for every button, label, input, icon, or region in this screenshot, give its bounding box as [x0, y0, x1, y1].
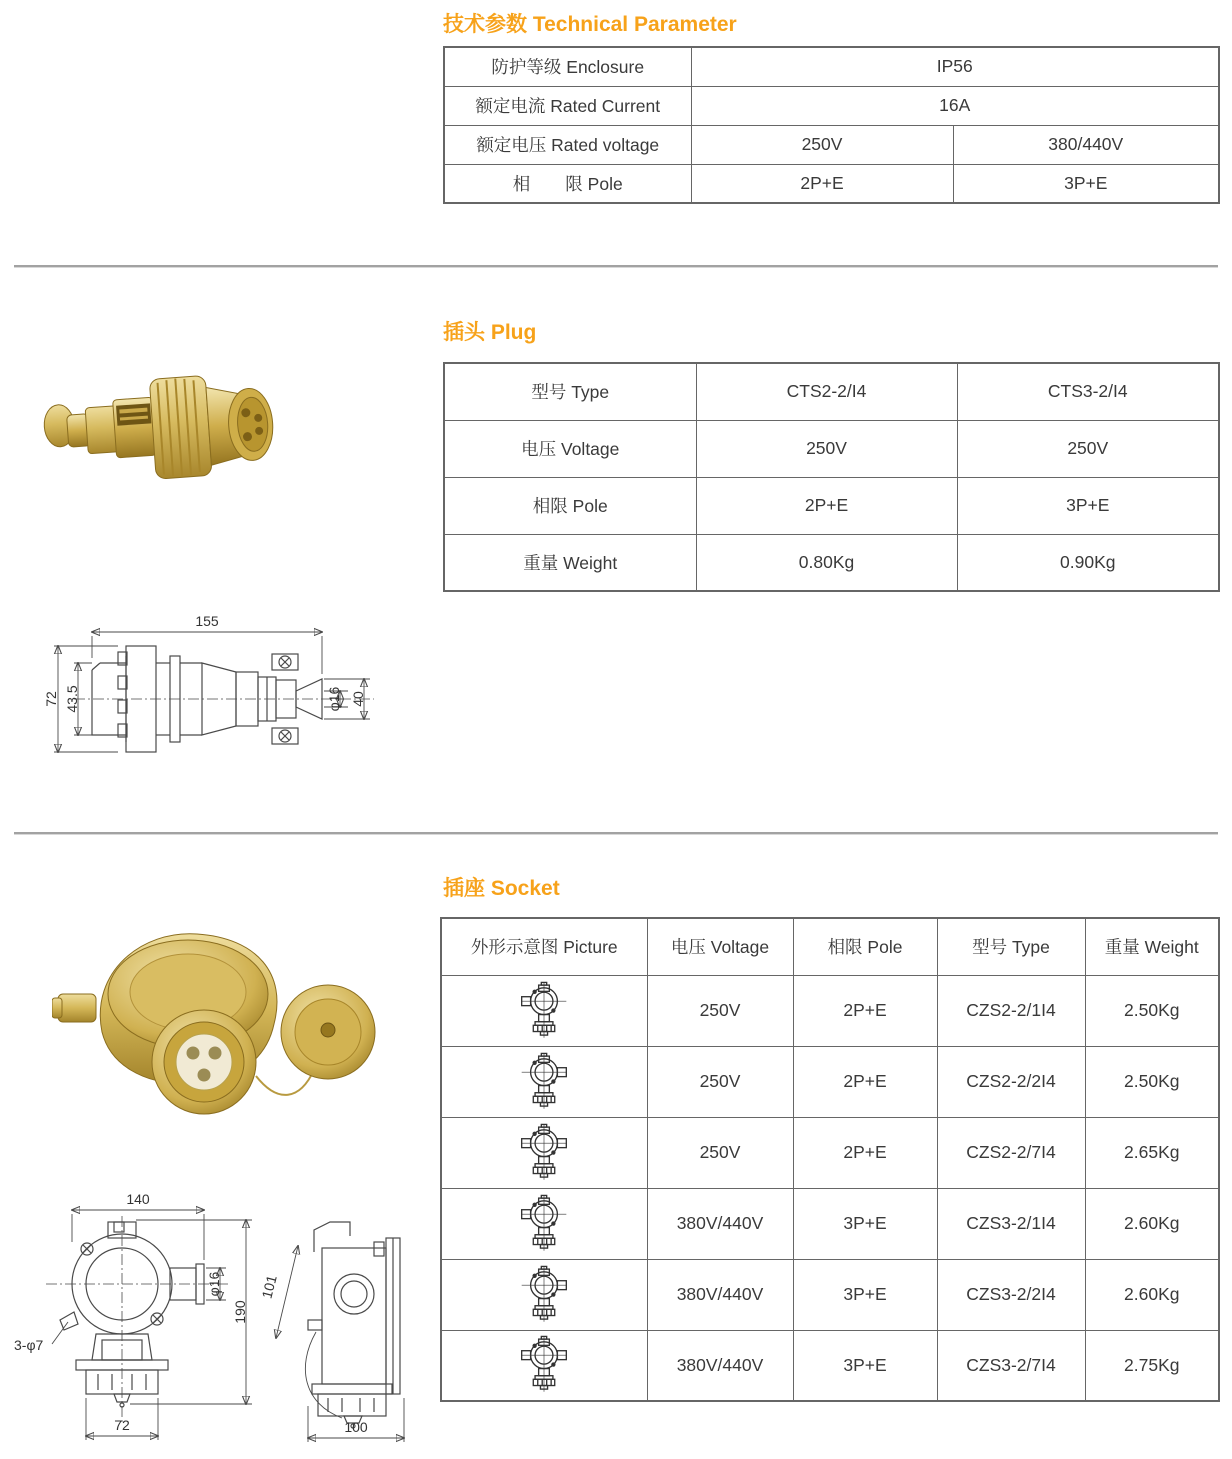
- socket-type: CZS3-2/7I4: [937, 1330, 1085, 1401]
- dim-label-side-width: 100: [344, 1419, 368, 1435]
- tech-value-pole-1: 2P+E: [691, 164, 953, 203]
- section-divider: [14, 832, 1218, 835]
- dim-label-front-width: 140: [126, 1192, 150, 1207]
- plug-type-2: CTS3-2/I4: [957, 363, 1219, 420]
- plug-type-1: CTS2-2/I4: [696, 363, 957, 420]
- socket-type: CZS2-2/7I4: [937, 1117, 1085, 1188]
- socket-type: CZS2-2/2I4: [937, 1046, 1085, 1117]
- socket-pole: 3P+E: [793, 1188, 937, 1259]
- tech-label-rated-voltage: 额定电压 Rated voltage: [444, 125, 691, 164]
- plug-voltage-2: 250V: [957, 420, 1219, 477]
- plug-label-band: [116, 403, 151, 425]
- socket-weight: 2.75Kg: [1085, 1330, 1219, 1401]
- socket-picture-cell: [441, 975, 647, 1046]
- socket-dimension-drawings: [12, 1192, 430, 1456]
- socket-front-icon: [519, 1265, 569, 1325]
- tech-label-rated-current: 额定电流 Rated Current: [444, 86, 691, 125]
- tech-value-enclosure: IP56: [691, 47, 1219, 86]
- socket-voltage: 250V: [647, 975, 793, 1046]
- table-row: [441, 1046, 1219, 1117]
- tech-label-enclosure: 防护等级 Enclosure: [444, 47, 691, 86]
- socket-type: CZS3-2/2I4: [937, 1259, 1085, 1330]
- socket-picture-cell: [441, 1259, 647, 1330]
- table-row: [441, 1188, 1219, 1259]
- table-row: [444, 363, 1219, 420]
- plug-weight-2: 0.90Kg: [957, 534, 1219, 591]
- plug-label-voltage: 电压 Voltage: [444, 420, 696, 477]
- table-row: [444, 420, 1219, 477]
- tech-value-pole-2: 3P+E: [953, 164, 1219, 203]
- plug-pole-1: 2P+E: [696, 477, 957, 534]
- socket-weight: 2.50Kg: [1085, 975, 1219, 1046]
- plug-label-weight: 重量 Weight: [444, 534, 696, 591]
- socket-header-picture: 外形示意图 Picture: [441, 918, 647, 975]
- plug-voltage-1: 250V: [696, 420, 957, 477]
- socket-voltage: 250V: [647, 1117, 793, 1188]
- cap-chain: [256, 1070, 314, 1095]
- socket-table: [440, 917, 1220, 1402]
- plug-label-pole: 相限 Pole: [444, 477, 696, 534]
- socket-type: CZS2-2/1I4: [937, 975, 1085, 1046]
- tech-value-voltage-2: 380/440V: [953, 125, 1219, 164]
- tech-label-pole: 相 限 Pole: [444, 164, 691, 203]
- socket-header-weight: 重量 Weight: [1085, 918, 1219, 975]
- dim-label-spout-dia: φ16: [206, 1271, 222, 1297]
- socket-weight: 2.65Kg: [1085, 1117, 1219, 1188]
- table-row: [441, 1259, 1219, 1330]
- tech-params-title: 技术参数 Technical Parameter: [443, 13, 737, 36]
- plug-photo: [35, 356, 307, 508]
- table-row: [444, 534, 1219, 591]
- socket-header-voltage: 电压 Voltage: [647, 918, 793, 975]
- socket-weight: 2.60Kg: [1085, 1188, 1219, 1259]
- dim-label-mouth-dia: 40: [350, 691, 366, 707]
- socket-voltage: 380V/440V: [647, 1259, 793, 1330]
- socket-picture-cell: [441, 1117, 647, 1188]
- socket-front-icon: [519, 981, 569, 1041]
- socket-side-view: [259, 1222, 404, 1442]
- table-header-row: [441, 918, 1219, 975]
- socket-pole: 2P+E: [793, 1046, 937, 1117]
- plug-weight-1: 0.80Kg: [696, 534, 957, 591]
- table-row: [444, 477, 1219, 534]
- dim-label-mount-holes: 3-φ7: [14, 1337, 44, 1353]
- socket-hole: [209, 1047, 222, 1060]
- socket-front-icon: [519, 1123, 569, 1183]
- dim-label-inner-height: 43.5: [64, 685, 80, 713]
- plug-table: [443, 362, 1220, 592]
- table-row: [444, 86, 1219, 125]
- socket-photo: [52, 912, 397, 1150]
- socket-front-view: [14, 1192, 252, 1440]
- socket-picture-cell: [441, 1188, 647, 1259]
- table-row: [444, 125, 1219, 164]
- socket-front-icon: [519, 1335, 569, 1395]
- socket-title: 插座 Socket: [443, 877, 560, 900]
- table-row: [441, 1330, 1219, 1401]
- socket-side-entry: [58, 994, 96, 1022]
- socket-picture-cell: [441, 1330, 647, 1401]
- socket-header-pole: 相限 Pole: [793, 918, 937, 975]
- plug-dimension-drawing: [22, 606, 394, 808]
- socket-hole: [198, 1069, 211, 1082]
- dim-label-length: 155: [195, 613, 219, 629]
- dim-label-height: 72: [43, 691, 59, 707]
- socket-pole: 2P+E: [793, 1117, 937, 1188]
- table-row: [441, 1117, 1219, 1188]
- socket-pole: 3P+E: [793, 1330, 937, 1401]
- plug-title: 插头 Plug: [443, 321, 537, 344]
- socket-weight: 2.60Kg: [1085, 1259, 1219, 1330]
- plug-label-type: 型号 Type: [444, 363, 696, 420]
- socket-hole: [187, 1047, 200, 1060]
- socket-header-type: 型号 Type: [937, 918, 1085, 975]
- socket-voltage: 250V: [647, 1046, 793, 1117]
- tech-value-voltage-1: 250V: [691, 125, 953, 164]
- section-divider: [14, 265, 1218, 268]
- socket-weight: 2.50Kg: [1085, 1046, 1219, 1117]
- plug-pole-2: 3P+E: [957, 477, 1219, 534]
- table-row: [441, 975, 1219, 1046]
- socket-front-icon: [519, 1194, 569, 1254]
- dim-label-hole-dia: φ16: [326, 686, 342, 712]
- tech-value-rated-current: 16A: [691, 86, 1219, 125]
- tech-params-table: [443, 46, 1220, 204]
- socket-pole: 2P+E: [793, 975, 937, 1046]
- socket-voltage: 380V/440V: [647, 1330, 793, 1401]
- dim-label-side-depth: 101: [258, 1273, 280, 1301]
- socket-voltage: 380V/440V: [647, 1188, 793, 1259]
- socket-picture-cell: [441, 1046, 647, 1117]
- socket-pole: 3P+E: [793, 1259, 937, 1330]
- table-row: [444, 164, 1219, 203]
- socket-type: CZS3-2/1I4: [937, 1188, 1085, 1259]
- socket-insert: [176, 1034, 232, 1090]
- socket-front-icon: [519, 1052, 569, 1112]
- dim-label-overall-height: 190: [232, 1300, 248, 1324]
- dim-label-base-width: 72: [114, 1417, 130, 1433]
- table-row: [444, 47, 1219, 86]
